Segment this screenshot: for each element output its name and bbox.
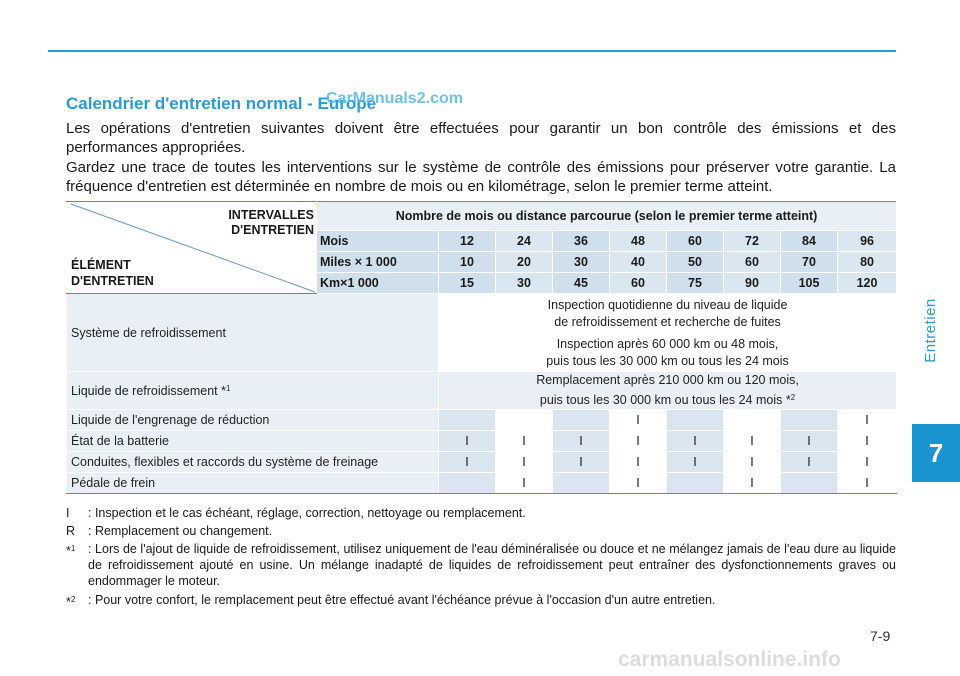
element-label: ÉLÉMENT D'ENTRETIEN: [71, 258, 154, 288]
table-row: Conduites, flexibles et raccords du système de freinage I I I I I I I I: [67, 452, 897, 473]
intro-paragraph-2: Gardez une trace de toutes les interventions sur le système de contrôle des émissions pour préserver votre garantie. La fréquence d'entretien est déterminée en nombre de mois ou en kilométrage, selon le premier terme atteint.: [66, 159, 896, 195]
header-main: Nombre de mois ou distance parcourue (selon le premier terme atteint): [317, 202, 897, 231]
cooling-note-daily: Inspection quotidienne du niveau de liquide de refroidissement et recherche de fuites: [439, 294, 897, 334]
section-title: Calendrier d'entretien normal - Europe: [66, 94, 377, 113]
maintenance-schedule-table: [66, 201, 897, 494]
watermark-text: CarManuals2.com: [326, 90, 463, 107]
item-coolant: Liquide de refroidissement *$^1$: [67, 372, 439, 410]
header-row-miles: Miles × 1 000 10 20 30 40 50 60 70 80: [67, 252, 897, 273]
coolant-note: Remplacement après 210 000 km ou 120 mois, puis tous les 30 000 km ou tous les 24 mois *$^2$: [439, 372, 897, 410]
table-corner-cell: [67, 202, 317, 294]
intervals-label: INTERVALLES D'ENTRETIEN: [228, 208, 314, 237]
table-row: [67, 294, 897, 334]
header-row-km: Km×1 000 15 30 45 60 75 90 105 120: [67, 273, 897, 294]
cooling-note-inspection: Inspection après 60 000 km ou 48 mois, puis tous les 30 000 km ou tous les 24 mois: [439, 334, 897, 372]
top-rule: [48, 50, 896, 52]
table-row: Liquide de l'engrenage de réduction I I: [67, 410, 897, 431]
table-row: [67, 372, 897, 410]
chapter-tab[interactable]: 7: [912, 424, 960, 482]
header-row-months: Mois 12 24 36 48 60 72 84 96: [67, 231, 897, 252]
intro-paragraph-1: Les opérations d'entretien suivantes doivent être effectuées pour garantir un bon contrôle des émissions et des performances appropriées.: [66, 120, 896, 156]
item-cooling-system: Système de refroidissement: [67, 294, 439, 372]
table-row: État de la batterie I I I I I I I I: [67, 431, 897, 452]
chapter-side-label: Entretien: [921, 297, 939, 363]
footer-site-watermark: carmanualsonline.info: [618, 648, 841, 671]
table-row: Pédale de frein I I I I: [67, 473, 897, 494]
page-number: 7-9: [870, 628, 891, 644]
